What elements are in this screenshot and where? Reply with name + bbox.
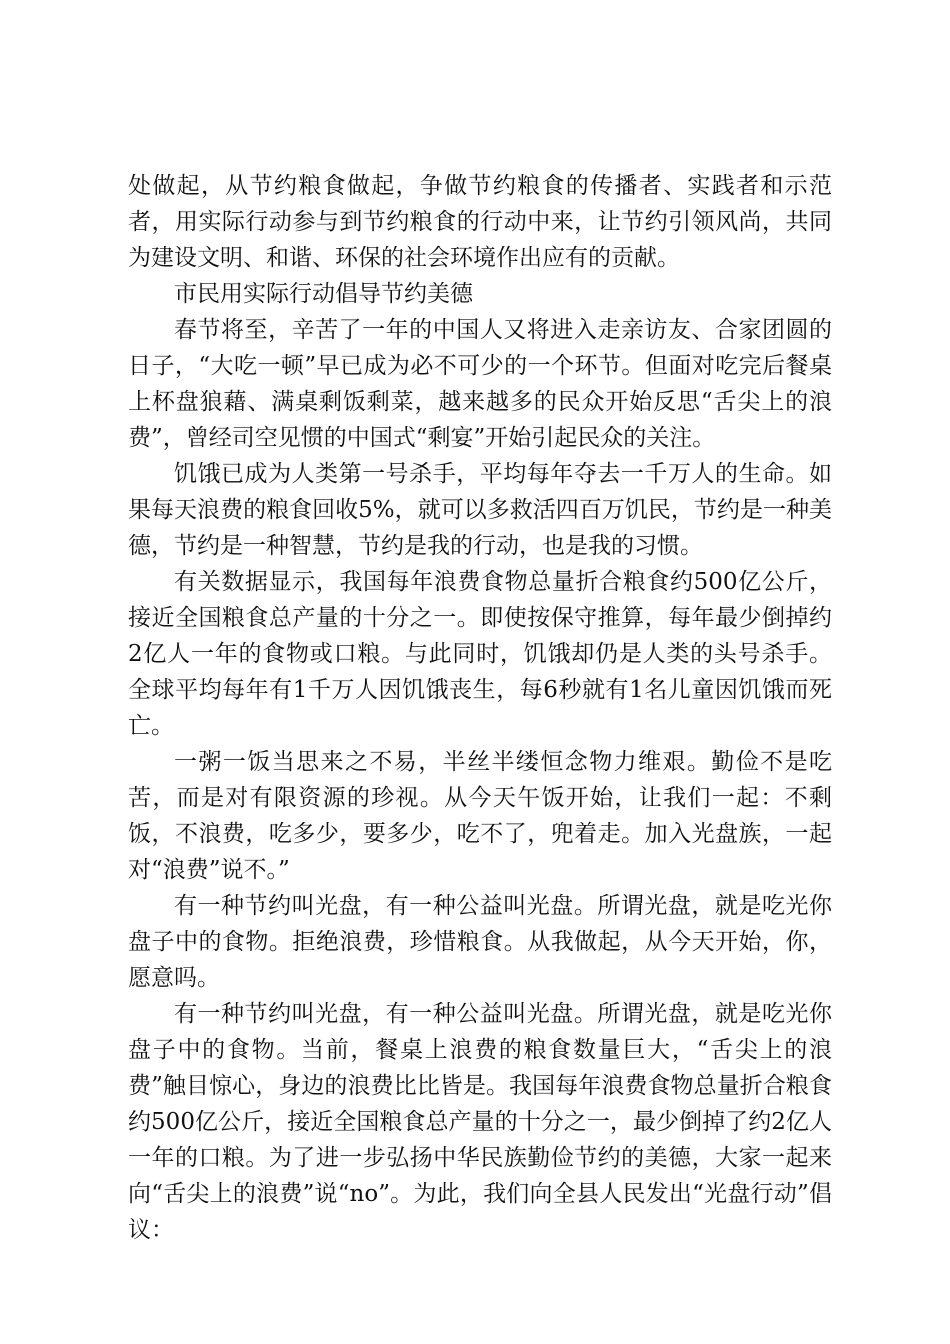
paragraph: 有关数据显示，我国每年浪费食物总量折合粮食约500亿公斤，接近全国粮食总产量的十分之一。即使按保守推算，每年最少倒掉约2亿人一年的食物或口粮。与此同时，饥饿却仍是人类的头号杀手。全球平均每年有1千万人因饥饿丧生，每6秒就有1名儿童因饥饿而死亡。 (128, 569, 832, 739)
paragraph: 饥饿已成为人类第一号杀手，平均每年夺去一千万人的生命。如果每天浪费的粮食回收5%，就可以多救活四百万饥民，节约是一种美德，节约是一种智慧，节约是我的行动，也是我的习惯。 (128, 461, 832, 559)
paragraph-continuation: 处做起，从节约粮食做起，争做节约粮食的传播者、实践者和示范者，用实际行动参与到节约粮食的行动中来，让节约引领风尚，共同为建设文明、和谐、环保的社会环境作出应有的贡献。 (128, 173, 832, 271)
section-heading: 市民用实际行动倡导节约美德 (174, 281, 473, 307)
paragraph: 有一种节约叫光盘，有一种公益叫光盘。所谓光盘，就是吃光你盘子中的食物。拒绝浪费，珍惜粮食。从我做起，从今天开始，你，愿意吗。 (128, 893, 832, 991)
paragraph: 春节将至，辛苦了一年的中国人又将进入走亲访友、合家团圆的日子，“大吃一顿”早已成为必不可少的一个环节。但面对吃完后餐桌上杯盘狼藉、满桌剩饭剩菜，越来越多的民众开始反思“舌尖上的浪费”，曾经司空见惯的中国式“剩宴”开始引起民众的关注。 (128, 317, 832, 451)
paragraph: 一粥一饭当思来之不易，半丝半缕恒念物力维艰。勤俭不是吃苦，而是对有限资源的珍视。从今天午饭开始，让我们一起：不剩饭，不浪费，吃多少，要多少，吃不了，兜着走。加入光盘族，一起对“浪费”说不。” (128, 749, 832, 883)
paragraph: 有一种节约叫光盘，有一种公益叫光盘。所谓光盘，就是吃光你盘子中的食物。当前，餐桌上浪费的粮食数量巨大，“舌尖上的浪费”触目惊心，身边的浪费比比皆是。我国每年浪费食物总量折合粮食约500亿公斤，接近全国粮食总产量的十分之一，最少倒掉了约2亿人一年的口粮。为了进一步弘扬中华民族勤俭节约的美德，大家一起来向“舌尖上的浪费”说“no”。为此，我们向全县人民发出“光盘行动”倡议： (128, 1001, 832, 1243)
document-body (128, 168, 832, 1248)
